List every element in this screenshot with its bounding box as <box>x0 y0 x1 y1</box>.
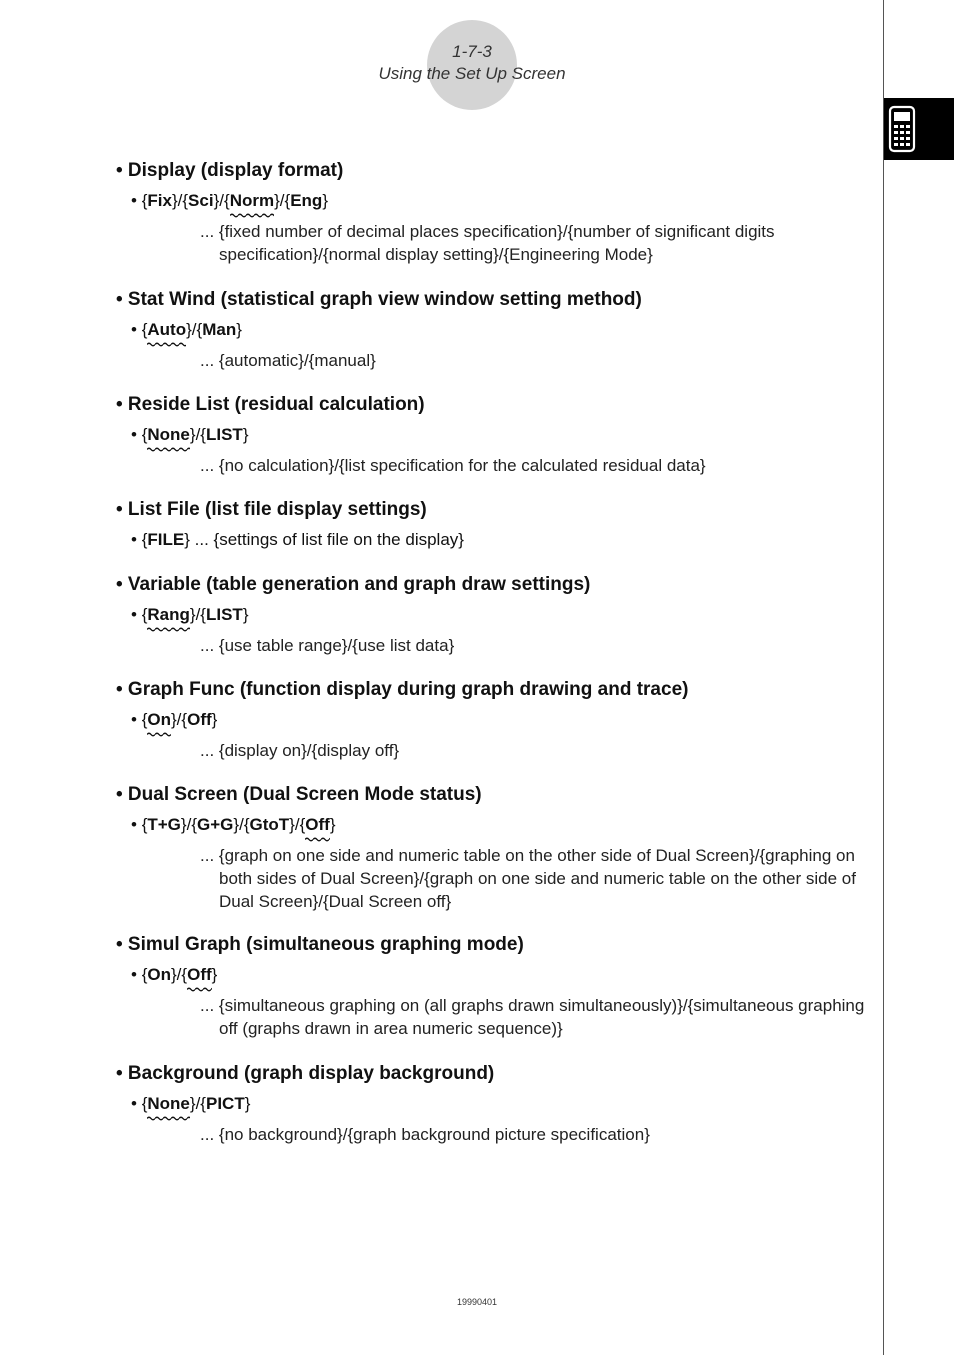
setting-title: • Background (graph display background) <box>116 1063 495 1084</box>
option-line: • {Auto}/{Man} <box>131 320 242 340</box>
setting-title: • Reside List (residual calculation) <box>116 394 425 415</box>
option: On <box>147 965 171 984</box>
option-line: • {None}/{LIST} <box>131 425 249 445</box>
page-title: Using the Set Up Screen <box>378 64 566 83</box>
setting-description: ... {display on}/{display off} <box>200 741 400 760</box>
setting-description: ... {fixed number of decimal places specification}/{number of significant digits specification}/{normal display setting}/{Engineering Mode} <box>200 222 775 264</box>
option: GtoT <box>249 815 290 834</box>
option-line: • {Fix}/{Sci}/{Norm}/{Eng} <box>131 191 328 211</box>
option-default: Rang <box>147 605 190 632</box>
option: LIST <box>205 605 243 624</box>
option: T+G <box>147 815 181 834</box>
option: Off <box>187 710 212 729</box>
option-default: None <box>147 425 190 452</box>
option-line: • {Rang}/{LIST} <box>131 605 249 625</box>
setting-title: • Graph Func (function display during graph drawing and trace) <box>116 679 689 700</box>
option-line: • {On}/{Off} <box>131 965 217 985</box>
page-right-rule <box>883 0 884 1355</box>
option-default: Norm <box>230 191 274 218</box>
setting-title: • Display (display format) <box>116 160 344 181</box>
option-line: • {None}/{PICT} <box>131 1094 250 1114</box>
option: FILE <box>147 530 185 549</box>
setting-description: ... {settings of list file on the display} <box>194 530 464 549</box>
setting-title: • Dual Screen (Dual Screen Mode status) <box>116 784 482 805</box>
setting-title: • Variable (table generation and graph draw settings) <box>116 574 591 595</box>
setting-description: ... {simultaneous graphing on (all graphs drawn simultaneously)}/{simultaneous graphing off (graphs drawn in area numeric sequence)} <box>200 996 865 1038</box>
option: Fix <box>147 191 172 210</box>
option-default: On <box>147 710 171 737</box>
setting-description: ... {graph on one side and numeric table on the other side of Dual Screen}/{graphing on both sides of Dual Screen}/{graph on one side and numeric table on the other side of Dual Screen}/{Dual Screen off} <box>200 846 856 911</box>
option-default: Auto <box>147 320 186 347</box>
option: LIST <box>205 425 243 444</box>
setting-description: ... {automatic}/{manual} <box>200 351 376 370</box>
page-number: 1-7-3 <box>452 42 492 61</box>
setting-description: ... {use table range}/{use list data} <box>200 636 455 655</box>
option-line: • {T+G}/{G+G}/{GtoT}/{Off} <box>131 815 336 835</box>
setting-title: • Stat Wind (statistical graph view window setting method) <box>116 289 642 310</box>
setting-description: ... {no background}/{graph background picture specification} <box>200 1125 650 1144</box>
footer-code: 19990401 <box>456 1297 498 1307</box>
option-line: • {On}/{Off} <box>131 710 217 730</box>
option: Man <box>202 320 237 339</box>
setting-title: • Simul Graph (simultaneous graphing mode) <box>116 934 524 955</box>
setting-title: • List File (list file display settings) <box>116 499 427 520</box>
option-default: None <box>147 1094 190 1121</box>
option-default: Off <box>187 965 212 992</box>
chapter-tab <box>884 98 954 160</box>
option: Sci <box>188 191 214 210</box>
calculator-icon <box>888 105 916 153</box>
option: PICT <box>205 1094 245 1113</box>
setting-description: ... {no calculation}/{list specification for the calculated residual data} <box>200 456 706 475</box>
option-default: Off <box>305 815 330 842</box>
option: G+G <box>197 815 234 834</box>
option: Eng <box>290 191 323 210</box>
option-line: • {FILE} ... {settings of list file on the display} <box>131 530 464 549</box>
